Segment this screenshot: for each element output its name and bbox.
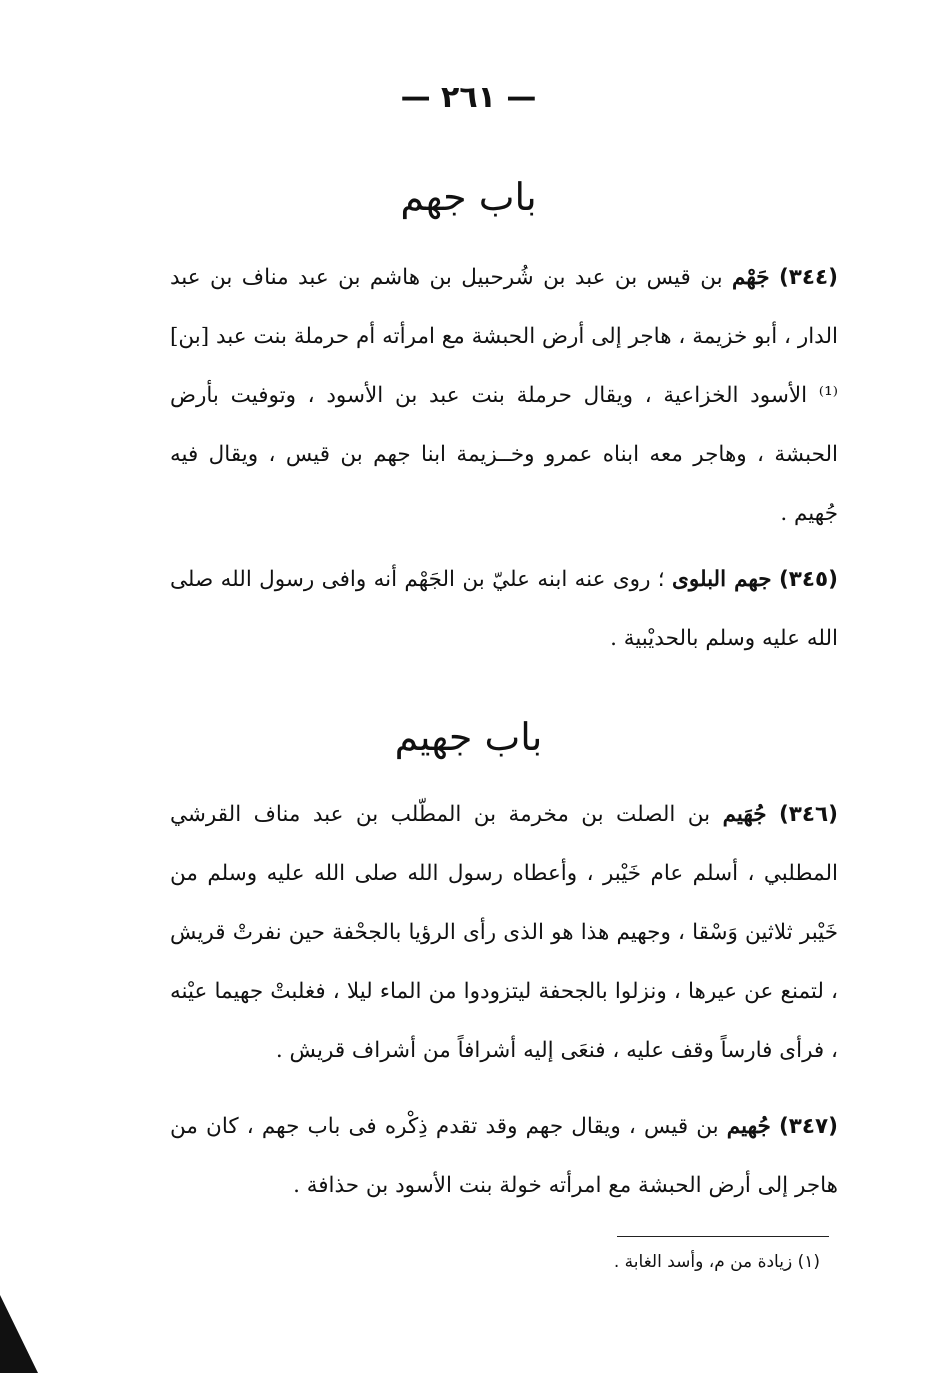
entry-text: بن الصلت بن مخرمة بن المطّلب بن عبد مناف القرشي المطلبي ، أسلم عام خَيْبر ، وأعطاه رسول الله صلى الله عليه وسلم من خَيْبر ثلاثين وَسْقا ، وجهيم هذا هو الذى رأى الرؤيا بالجحْفة حين نفرتْ قريش ، لتمنع عن عيرها ، ونزلوا بالجحفة ليتزودوا من الماء ليلا ، فغلبتْ جهيما عيْنه ، فرأى فارساً وقف عليه ، فنعَى إليه أشرافاً من أشراف قريش . xyxy=(170,802,838,1063)
entry-name: جَهْم xyxy=(732,265,770,290)
entry-345 xyxy=(170,550,838,668)
footnote: (١) زيادة من م، وأسد الغابة . xyxy=(613,1252,820,1272)
section-title-bab-jahm: باب جهم xyxy=(400,175,537,219)
entry-name: جُهيم xyxy=(726,1114,771,1139)
scan-corner-shadow xyxy=(0,1295,38,1373)
footnote-divider xyxy=(617,1236,829,1237)
entry-text: بن قيس بن عبد بن شُرحبيل بن هاشم بن عبد مناف بن عبد الدار ، أبو خزيمة ، هاجر إلى أرض الحبشة مع امرأته أم حرملة بنت عبد [بن]⁽¹⁾ الأسود الخزاعية ، ويقال حرملة بنت عبد بن الأسود ، وتوفيت بأرض الحبشة ، وهاجر معه ابناه عمرو وخــزيمة ابنا جهم بن قيس ، ويقال فيه جُهيم . xyxy=(170,265,838,526)
entry-number: (٣٤٥) xyxy=(778,567,838,592)
page-number: — ٢٦١ — xyxy=(400,80,537,115)
entry-number: (٣٤٧) xyxy=(778,1114,838,1139)
entry-344 xyxy=(170,248,838,543)
entry-number: (٣٤٤) xyxy=(778,265,838,290)
entry-346 xyxy=(170,785,838,1080)
entry-name: جهم البلوى xyxy=(672,567,772,592)
entry-name: جُهَيم xyxy=(722,802,767,827)
entry-text: بن قيس ، ويقال جهم وقد تقدم ذِكْره فى باب جهم ، كان من هاجر إلى أرض الحبشة مع امرأته خولة بنت الأسود بن حذافة . xyxy=(170,1114,838,1198)
entry-text: ؛ روى عنه ابنه عليّ بن الجَهْم أنه وافى رسول الله صلى الله عليه وسلم بالحديْبية . xyxy=(170,567,838,651)
entry-number: (٣٤٦) xyxy=(778,802,838,827)
section-title-bab-juhaym: باب جهيم xyxy=(394,715,543,759)
entry-347 xyxy=(170,1097,838,1215)
